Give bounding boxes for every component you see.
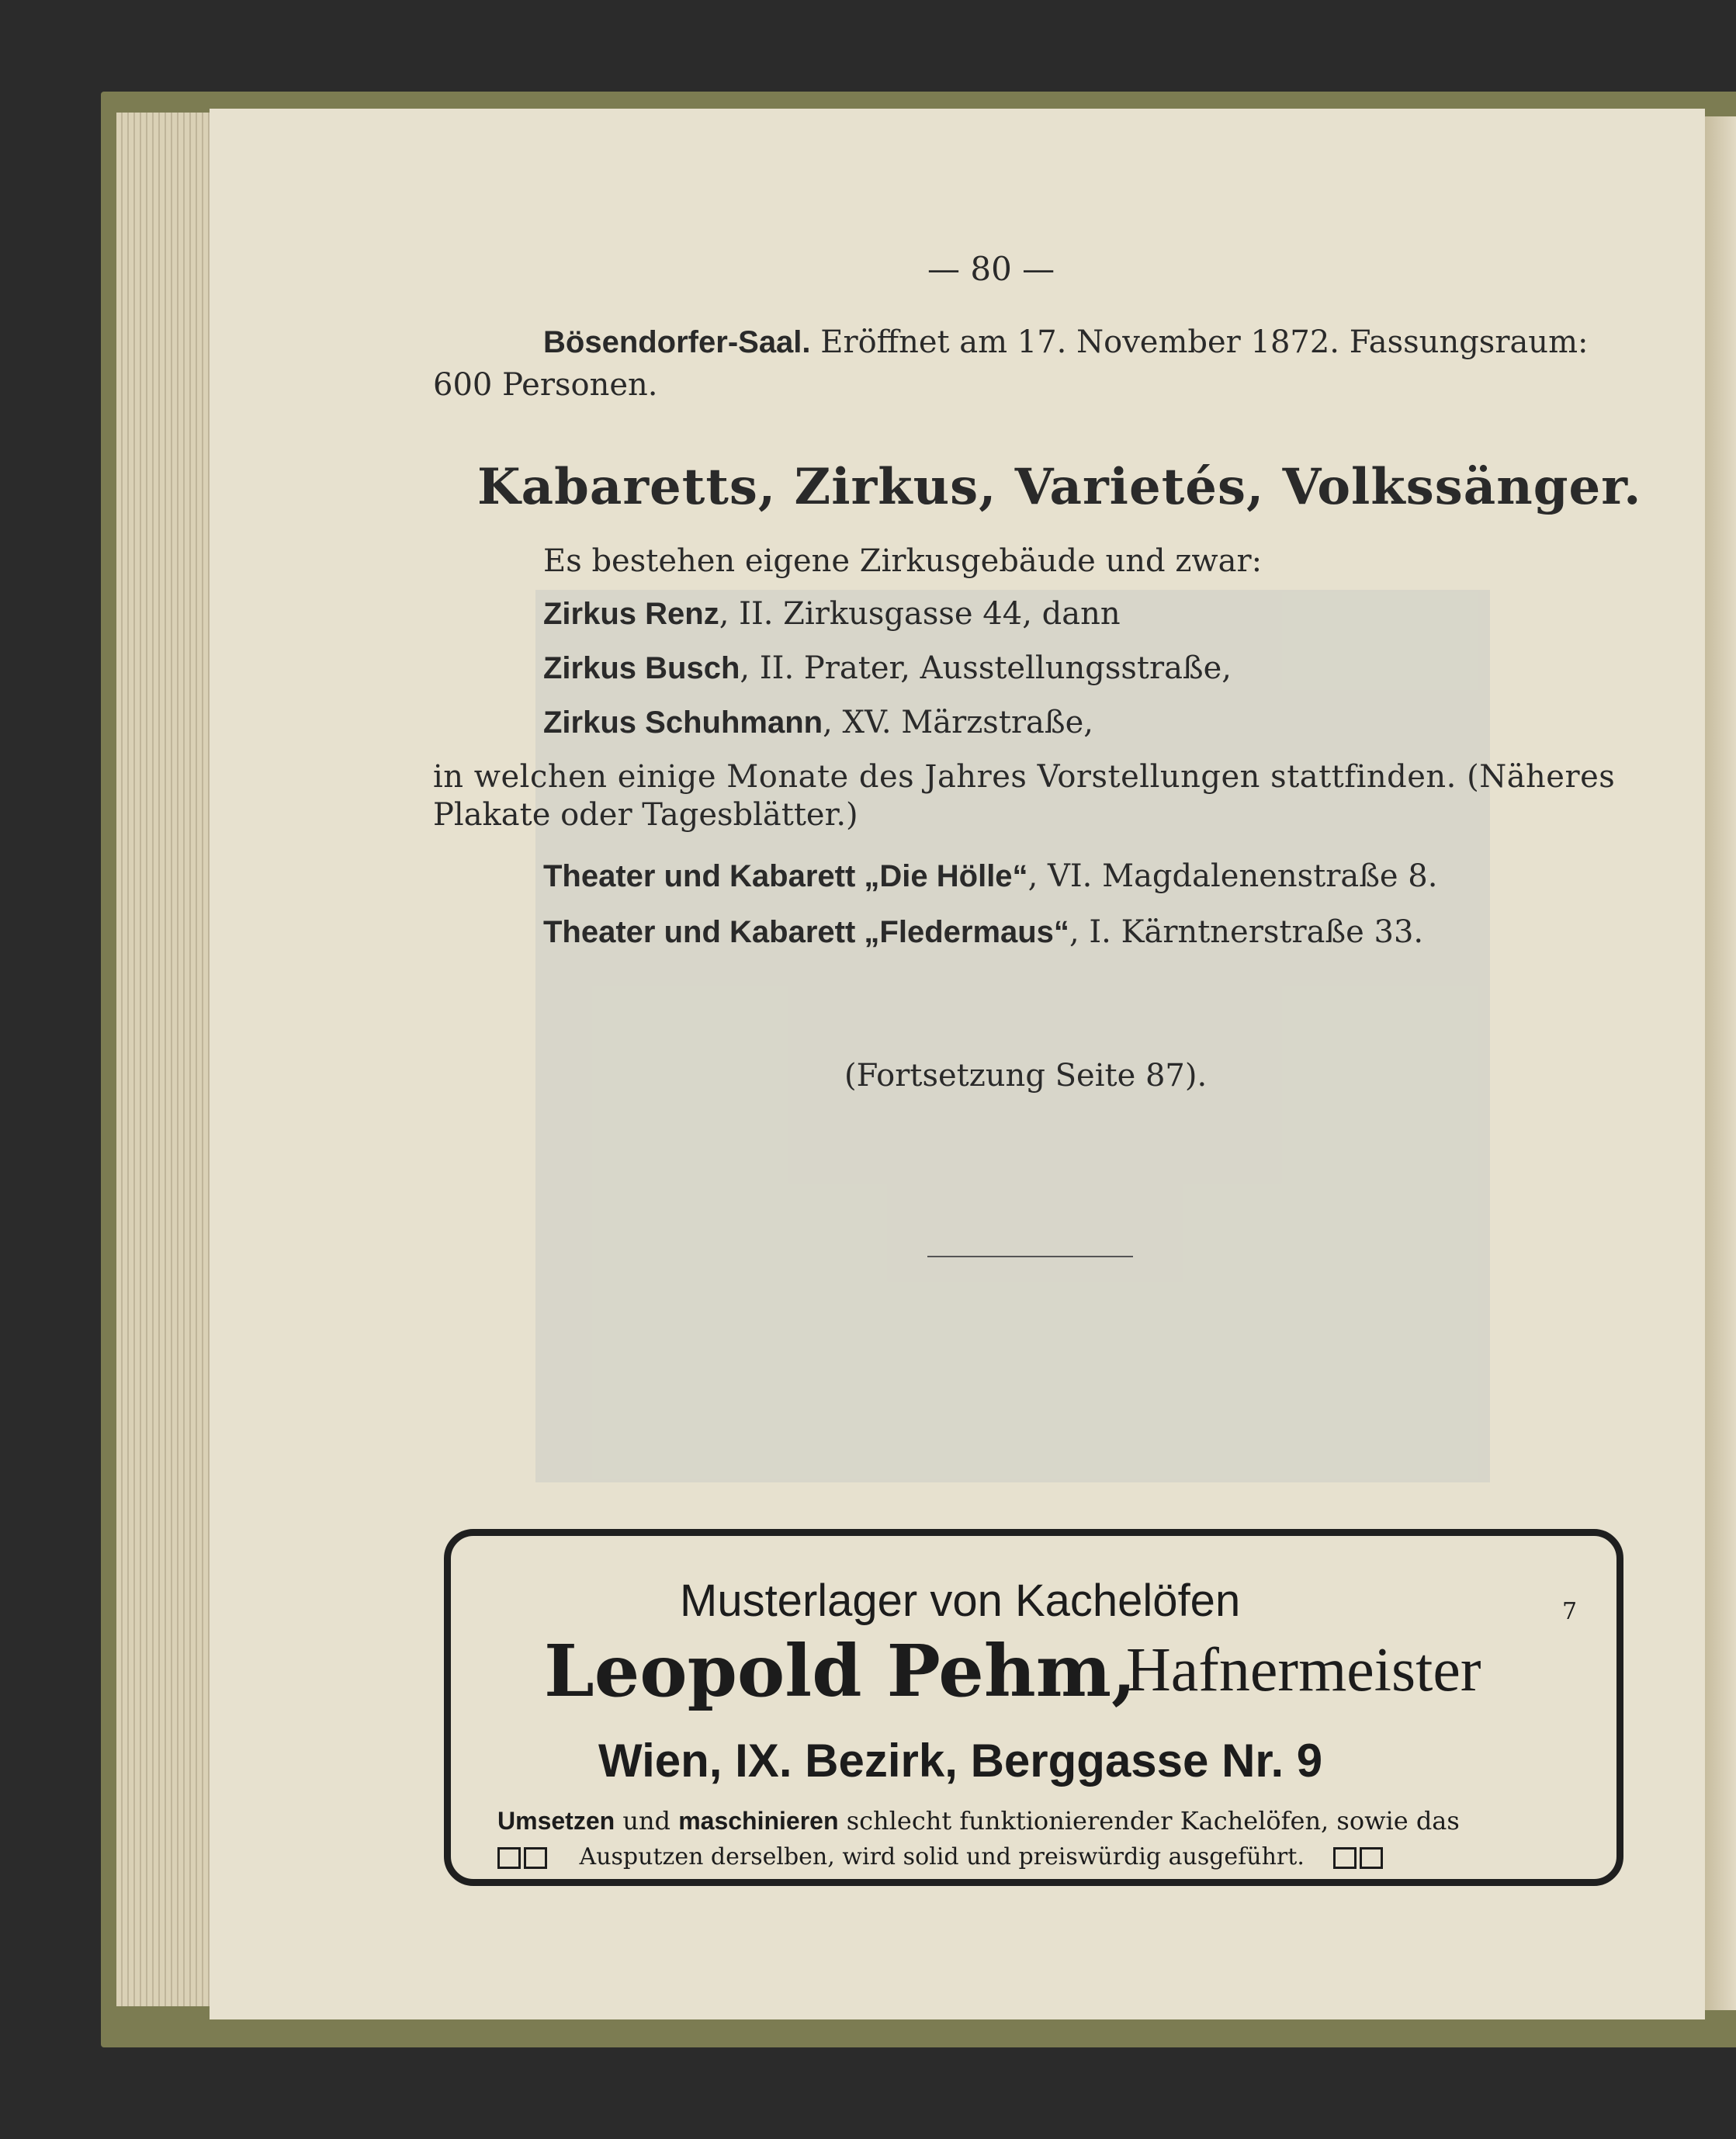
ad-headline: Musterlager von Kachelöfen bbox=[680, 1576, 1241, 1626]
intro-line-1 bbox=[543, 324, 1588, 360]
ad-text-und: und bbox=[615, 1806, 679, 1836]
ad-address: Wien, IX. Bezirk, Berggasse Nr. 9 bbox=[598, 1735, 1323, 1787]
circus-address: , II. Zirkusgasse 44, dann bbox=[719, 596, 1121, 632]
advertisement-box bbox=[444, 1529, 1623, 1886]
intro-text-1: Eröffnet am 17. November 1872. Fassungsraum: bbox=[820, 324, 1589, 360]
section-divider bbox=[927, 1256, 1133, 1257]
page-stack-edges bbox=[116, 113, 225, 2006]
theater-name: Theater und Kabarett „Die Hölle“ bbox=[543, 859, 1028, 893]
continuation-note: (Fortsetzung Seite 87). bbox=[844, 1058, 1208, 1094]
circus-name: Zirkus Renz bbox=[543, 597, 719, 631]
square-ornament-icon bbox=[497, 1847, 521, 1869]
theater-address: , I. Kärntnerstraße 33. bbox=[1069, 914, 1424, 950]
theater-entry bbox=[543, 858, 1437, 894]
circus-entry bbox=[543, 596, 1121, 632]
section-intro: Es bestehen eigene Zirkusgebäude und zwar: bbox=[543, 543, 1263, 579]
ad-text-rest: schlecht funktionierender Kachelöfen, sowie das bbox=[838, 1806, 1460, 1836]
section-title: Kabaretts, Zirkus, Varietés, Volkssänger. bbox=[477, 458, 1642, 516]
ad-description-line-1 bbox=[497, 1806, 1460, 1836]
note-line-2: Plakate oder Tagesblätter.) bbox=[433, 797, 858, 833]
ad-bold-maschinieren: maschinieren bbox=[678, 1807, 839, 1835]
ad-description-line-2 bbox=[497, 1843, 1386, 1870]
circus-name: Zirkus Schuhmann bbox=[543, 705, 823, 740]
circus-name: Zirkus Busch bbox=[543, 651, 740, 685]
theater-name: Theater und Kabarett „Fledermaus“ bbox=[543, 915, 1069, 949]
intro-line-2: 600 Personen. bbox=[433, 367, 658, 403]
intro-bold: Bösendorfer-Saal. bbox=[543, 325, 811, 359]
ad-line-5-text: Ausputzen derselben, wird solid und preiswürdig ausgeführt. bbox=[579, 1843, 1305, 1870]
circus-address: , II. Prater, Ausstellungsstraße, bbox=[740, 650, 1232, 686]
square-ornament-icon bbox=[1333, 1847, 1357, 1869]
ad-marker: 7 bbox=[1562, 1598, 1578, 1625]
square-ornament-icon bbox=[1360, 1847, 1383, 1869]
circus-entry bbox=[543, 705, 1093, 740]
note-line-1: in welchen einige Monate des Jahres Vorstellungen stattfinden. (Näheres bbox=[433, 759, 1616, 795]
circus-address: , XV. Märzstraße, bbox=[823, 705, 1093, 740]
circus-entry bbox=[543, 650, 1232, 686]
page-number: — 80 — bbox=[927, 250, 1055, 288]
ad-company-name: Leopold Pehm, bbox=[544, 1629, 1137, 1713]
square-ornament-icon bbox=[524, 1847, 547, 1869]
theater-entry bbox=[543, 914, 1423, 950]
ad-profession: Hafnermeister bbox=[1126, 1636, 1481, 1704]
ad-bold-umsetzen: Umsetzen bbox=[497, 1807, 615, 1835]
theater-address: , VI. Magdalenenstraße 8. bbox=[1027, 858, 1438, 894]
next-page-edge bbox=[1705, 116, 1736, 2010]
